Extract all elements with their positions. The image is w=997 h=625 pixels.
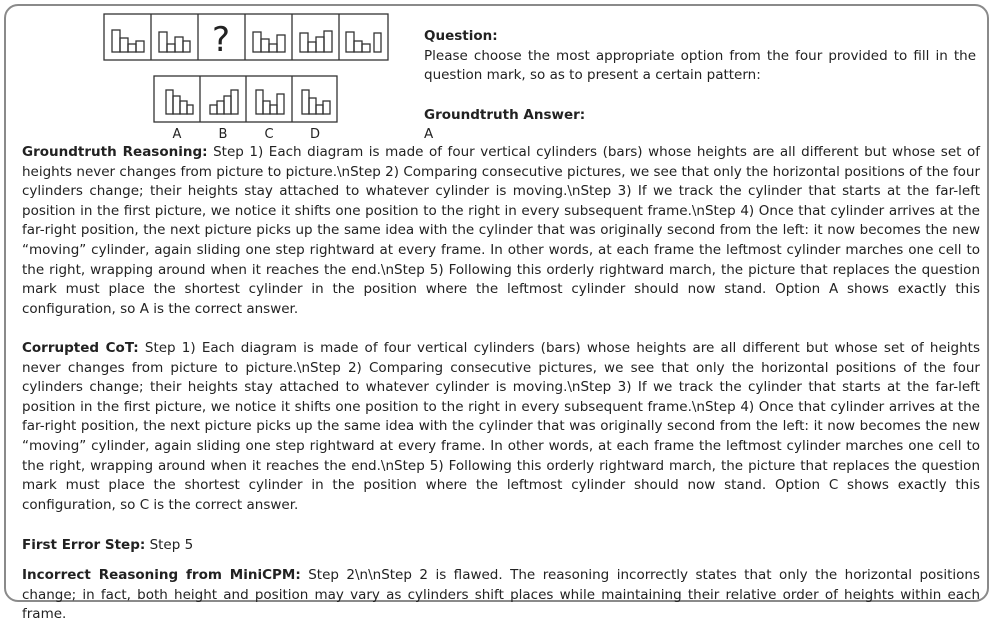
option-d-figure bbox=[302, 90, 330, 114]
first-error-label: First Error Step: bbox=[22, 537, 146, 553]
groundtruth-reasoning-text: Step 1) Each diagram is made of four vertical cylinders (bars) whose heights are all different but whose set of heights never changes from picture to picture.\nStep 2) Comparing consecutive pictures, we see that only the horizontal positions of the four cylinders change; their heights stay attached to whatever cylinder is moving.\nStep 3) If we track the cylinder that starts at the far-left position in the first picture, we notice it shifts one position to the right in every subsequent frame.\nStep 4) Once that cylinder arrives at the far-right position, the next picture picks up the same idea with the cylinder that was originally second from the left: it now becomes the new “moving” cylinder, again sliding one step rightward at every frame. In other words, at each frame the leftmost cylinder marches one cell to the right, wrapping around when it reaches the end.\nStep 5) Following this orderly rightward march, the picture that replaces the question mark must place the shortest cylinder in the position where the leftmost cylinder should now stand. Option A shows exactly this configuration, so A is the correct answer. bbox=[22, 144, 980, 317]
incorrect-reasoning bbox=[22, 566, 980, 625]
puzzle-figure bbox=[6, 6, 416, 146]
option-label-d: D bbox=[309, 127, 321, 142]
option-a-figure bbox=[166, 90, 193, 114]
option-b-figure bbox=[210, 90, 238, 114]
sequence-panel-6 bbox=[346, 32, 381, 52]
option-c-figure bbox=[256, 90, 284, 114]
sequence-panel-4 bbox=[253, 32, 285, 52]
option-label-a: A bbox=[172, 127, 182, 142]
option-label-c: C bbox=[264, 127, 274, 142]
question-text: Please choose the most appropriate option from the four provided to fill in the question mark, so as to present a certain pattern: bbox=[424, 48, 976, 83]
sequence-panel-1 bbox=[112, 30, 144, 52]
sequence-panel-2 bbox=[159, 32, 190, 52]
options-row bbox=[154, 76, 337, 122]
incorrect-reasoning-text: Step 2\n\nStep 2 is flawed. The reasoning incorrectly states that only the horizontal positions change; in fact, both height and position may vary as cylinders shift places while maintaining their relative order of heights within each frame. bbox=[22, 567, 980, 623]
first-error-step bbox=[22, 536, 980, 556]
groundtruth-reasoning-label: Groundtruth Reasoning: bbox=[22, 144, 208, 160]
option-label-b: B bbox=[218, 127, 228, 142]
content-card bbox=[4, 4, 989, 623]
sequence-row bbox=[104, 14, 388, 60]
corrupted-cot-text: Step 1) Each diagram is made of four vertical cylinders (bars) whose heights are all different but whose set of heights never changes from picture to picture.\nStep 2) Comparing consecutive pictures, we see that only the horizontal positions of the four cylinders change; their heights stay attached to whatever cylinder is moving.\nStep 3) If we track the cylinder that starts at the far-left position in the first picture, we notice it shifts one position to the right in every subsequent frame.\nStep 4) Once that cylinder arrives at the far-right position, the next picture picks up the same idea with the cylinder that was originally second from the left: it now becomes the new “moving” cylinder, again sliding one step rightward at every frame. In other words, at each frame the leftmost cylinder marches one cell to the right, wrapping around when it reaches the end.\nStep 5) Following this orderly rightward march, the picture that replaces the question mark must place the shortest cylinder in the position where the leftmost cylinder should now stand. Option C shows exactly this configuration, so C is the correct answer. bbox=[22, 340, 980, 513]
corrupted-cot bbox=[22, 339, 980, 515]
corrupted-cot-label: Corrupted CoT: bbox=[22, 340, 139, 356]
sequence-panel-5 bbox=[300, 31, 332, 52]
groundtruth-reasoning bbox=[22, 143, 980, 319]
answer-value: A bbox=[424, 126, 434, 142]
incorrect-reasoning-label: Incorrect Reasoning from MiniCPM: bbox=[22, 567, 301, 583]
answer-label: Groundtruth Answer: bbox=[424, 107, 586, 123]
question-mark: ? bbox=[211, 20, 231, 60]
first-error-value: Step 5 bbox=[149, 537, 194, 553]
question-label: Question: bbox=[424, 28, 498, 44]
